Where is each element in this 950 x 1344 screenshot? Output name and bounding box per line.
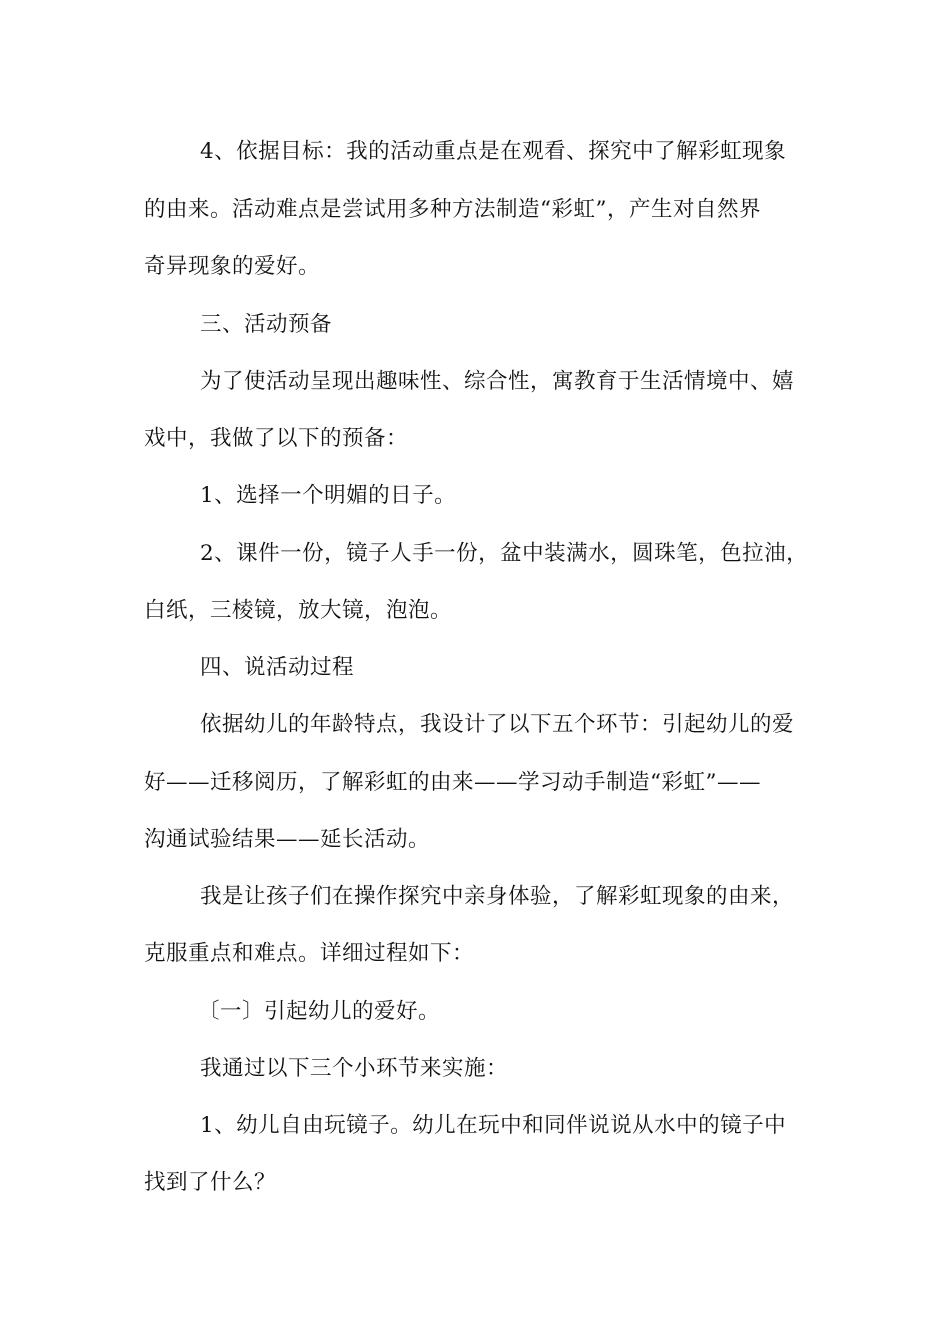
paragraph-line: 的由来。活动难点是尝试用多种方法制造“彩虹”，产生对自然界: [144, 197, 761, 222]
paragraph-line: 4、依据目标：我的活动重点是在观看、探究中了解彩虹现象: [200, 139, 787, 164]
paragraph-line: 戏中，我做了以下的预备：: [144, 426, 409, 451]
section-heading: 三、活动预备: [200, 312, 333, 337]
paragraph-line: 我通过以下三个小环节来实施：: [200, 1056, 509, 1081]
subsection-heading: 〔一〕引起幼儿的爱好。: [198, 999, 441, 1024]
paragraph-line: 沟通试验结果——延长活动。: [144, 827, 431, 852]
paragraph-line: 我是让孩子们在操作探究中亲身体验，了解彩虹现象的由来，: [200, 884, 795, 909]
paragraph-line: 白纸，三棱镜，放大镜，泡泡。: [144, 598, 453, 623]
list-item: 1、幼儿自由玩镜子。幼儿在玩中和同伴说说从水中的镜子中: [200, 1113, 787, 1138]
paragraph-line: 为了使活动呈现出趣味性、综合性，寓教育于生活情境中、嬉: [200, 369, 795, 394]
paragraph-line: 好——迁移阅历，了解彩虹的由来——学习动手制造“彩虹”——: [144, 770, 761, 795]
section-heading: 四、说活动过程: [200, 655, 355, 680]
list-item: 1、选择一个明媚的日子。: [200, 483, 457, 508]
list-item: 2、课件一份，镜子人手一份，盆中装满水，圆珠笔，色拉油，: [200, 541, 809, 566]
paragraph-line: 找到了什么？: [144, 1170, 277, 1195]
paragraph-line: 依据幼儿的年龄特点，我设计了以下五个环节：引起幼儿的爱: [200, 712, 795, 737]
paragraph-line: 克服重点和难点。详细过程如下：: [144, 941, 475, 966]
paragraph-line: 奇异现象的爱好。: [144, 254, 321, 279]
